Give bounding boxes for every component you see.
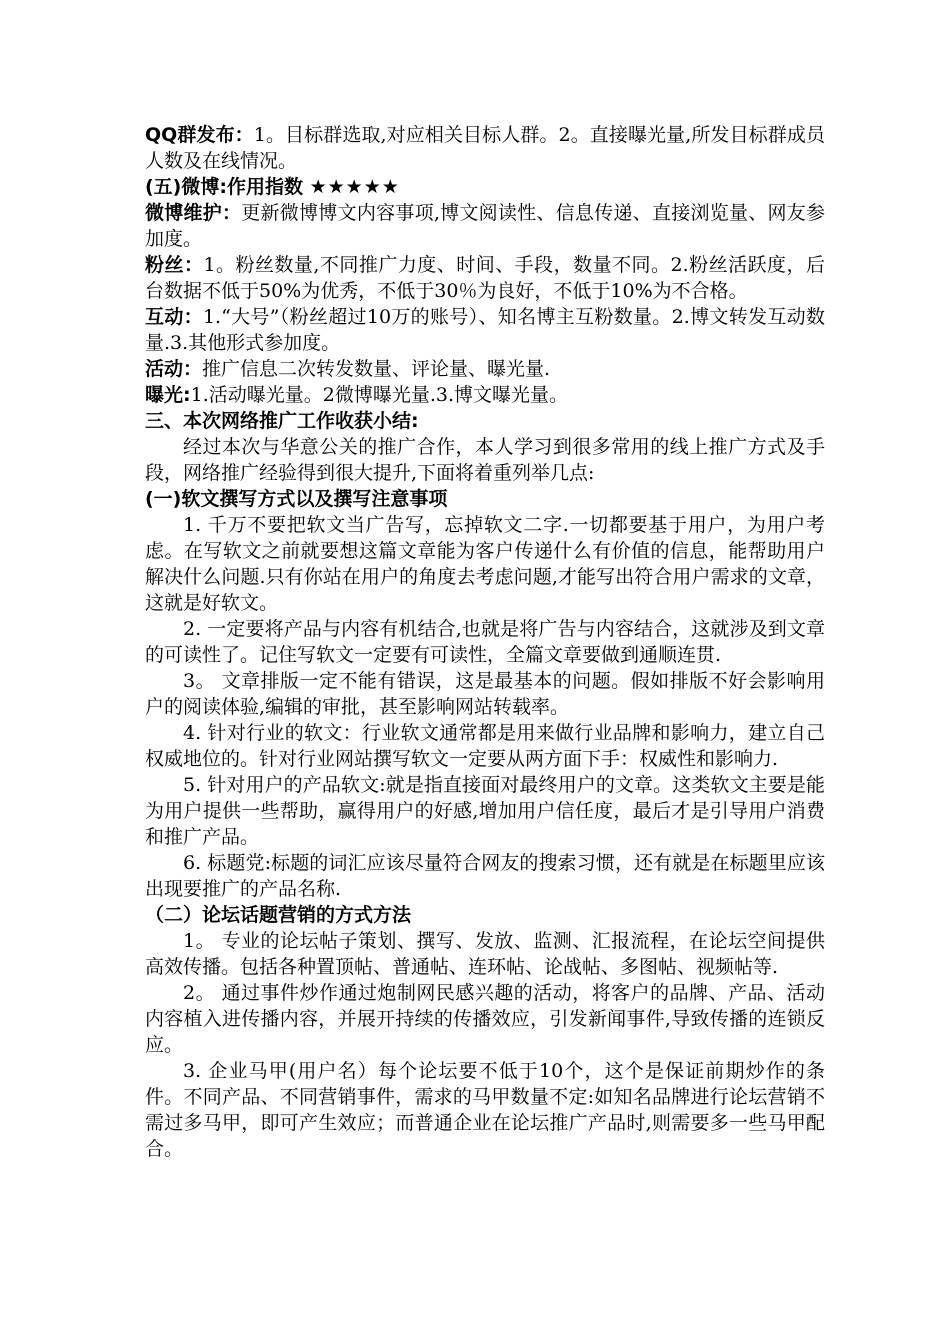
document-body <box>145 122 825 1162</box>
exposure-text: 1.活动曝光量。2微博曝光量.3.博文曝光量。 <box>190 384 568 406</box>
exposure-paragraph <box>145 382 825 408</box>
weibo-heading-text: (五)微博:作用指数 <box>145 176 310 198</box>
interaction-label: 互动： <box>145 306 203 328</box>
soft-article-item: 3。 文章排版一定不能有错误，这是最基本的问题。假如排版不好会影响用户的阅读体验,编辑的审批，甚至影响网站转载率。 <box>145 670 825 718</box>
weibo-maintenance-paragraph <box>145 200 825 252</box>
fans-text: 1。粉丝数量,不同推广力度、时间、手段，数量不同。2.粉丝活跃度，后台数据不低于50%为优秀，不低于30％为良好，不低于10%为不合格。 <box>145 254 825 302</box>
rating-stars: ★★★★★ <box>309 176 400 198</box>
section3-intro: 经过本次与华意公关的推广合作，本人学习到很多常用的线上推广方式及手段，网络推广经验得到很大提升,下面将着重列举几点: <box>145 436 825 484</box>
qq-group-text: 1。目标群选取,对应相关目标人群。2。直接曝光量,所发目标群成员人数及在线情况。 <box>145 124 825 172</box>
interaction-text: 1.“大号”（粉丝超过10万的账号）、知名博主互粉数量。2.博文转发互动数量.3.其他形式参加度。 <box>145 306 825 354</box>
activity-text: 推广信息二次转发数量、评论量、曝光量. <box>202 358 551 380</box>
weibo-heading <box>145 174 825 200</box>
section3-heading: 三、本次网络推广工作收获小结: <box>145 410 419 432</box>
fans-paragraph <box>145 252 825 304</box>
activity-paragraph <box>145 356 825 382</box>
qq-group-paragraph <box>145 122 825 174</box>
forum-item: 2。 通过事件炒作通过炮制网民感兴趣的活动，将客户的品牌、产品、活动内容植入进传播内容，并展开持续的传播效应，引发新闻事件,导致传播的连锁反应。 <box>145 982 825 1056</box>
weibo-maintenance-label: 微博维护： <box>145 202 242 224</box>
activity-label: 活动： <box>145 358 203 380</box>
soft-article-heading: (一)软文撰写方式以及撰写注意事项 <box>145 488 448 510</box>
soft-article-item: 1. 千万不要把软文当广告写，忘掉软文二字.一切都要基于用户，为用户考虑。在写软文之前就要想这篇文章能为客户传递什么有价值的信息，能帮助用户解决什么问题.只有你站在用户的角度去考虑问题,才能写出符合用户需求的文章，这就是好软文。 <box>145 514 825 614</box>
soft-article-item: 4. 针对行业的软文：行业软文通常都是用来做行业品牌和影响力，建立自己权威地位的。针对行业网站撰写软文一定要从两方面下手：权威性和影响力. <box>145 722 825 770</box>
interaction-paragraph <box>145 304 825 356</box>
soft-article-item: 6. 标题党:标题的词汇应该尽量符合网友的搜索习惯，还有就是在标题里应该出现要推广的产品名称. <box>145 852 825 900</box>
exposure-label: 曝光: <box>145 384 191 406</box>
forum-heading: （二）论坛话题营销的方式方法 <box>145 904 412 926</box>
fans-label: 粉丝： <box>145 254 204 276</box>
forum-item: 3. 企业马甲(用户名）每个论坛要不低于10个，这个是保证前期炒作的条件。不同产品、不同营销事件，需求的马甲数量不定:如知名品牌进行论坛营销不需过多马甲，即可产生效应；而普通企业在论坛推广产品时,则需要多一些马甲配合。 <box>145 1060 825 1160</box>
forum-item: 1。 专业的论坛帖子策划、撰写、发放、监测、汇报流程，在论坛空间提供高效传播。包括各种置顶帖、普通帖、连环帖、论战帖、多图帖、视频帖等. <box>145 930 825 978</box>
soft-article-item: 5. 针对用户的产品软文:就是指直接面对最终用户的文章。这类软文主要是能为用户提供一些帮助，赢得用户的好感,增加用户信任度，最后才是引导用户消费和推广产品。 <box>145 774 825 848</box>
soft-article-item: 2. 一定要将产品与内容有机结合,也就是将广告与内容结合，这就涉及到文章的可读性了。记住写软文一定要有可读性，全篇文章要做到通顺连贯. <box>145 618 825 666</box>
weibo-maintenance-text: 更新微博博文内容事项,博文阅读性、信息传递、直接浏览量、网友参加度。 <box>145 202 825 250</box>
qq-group-label: QQ群发布： <box>145 124 254 146</box>
